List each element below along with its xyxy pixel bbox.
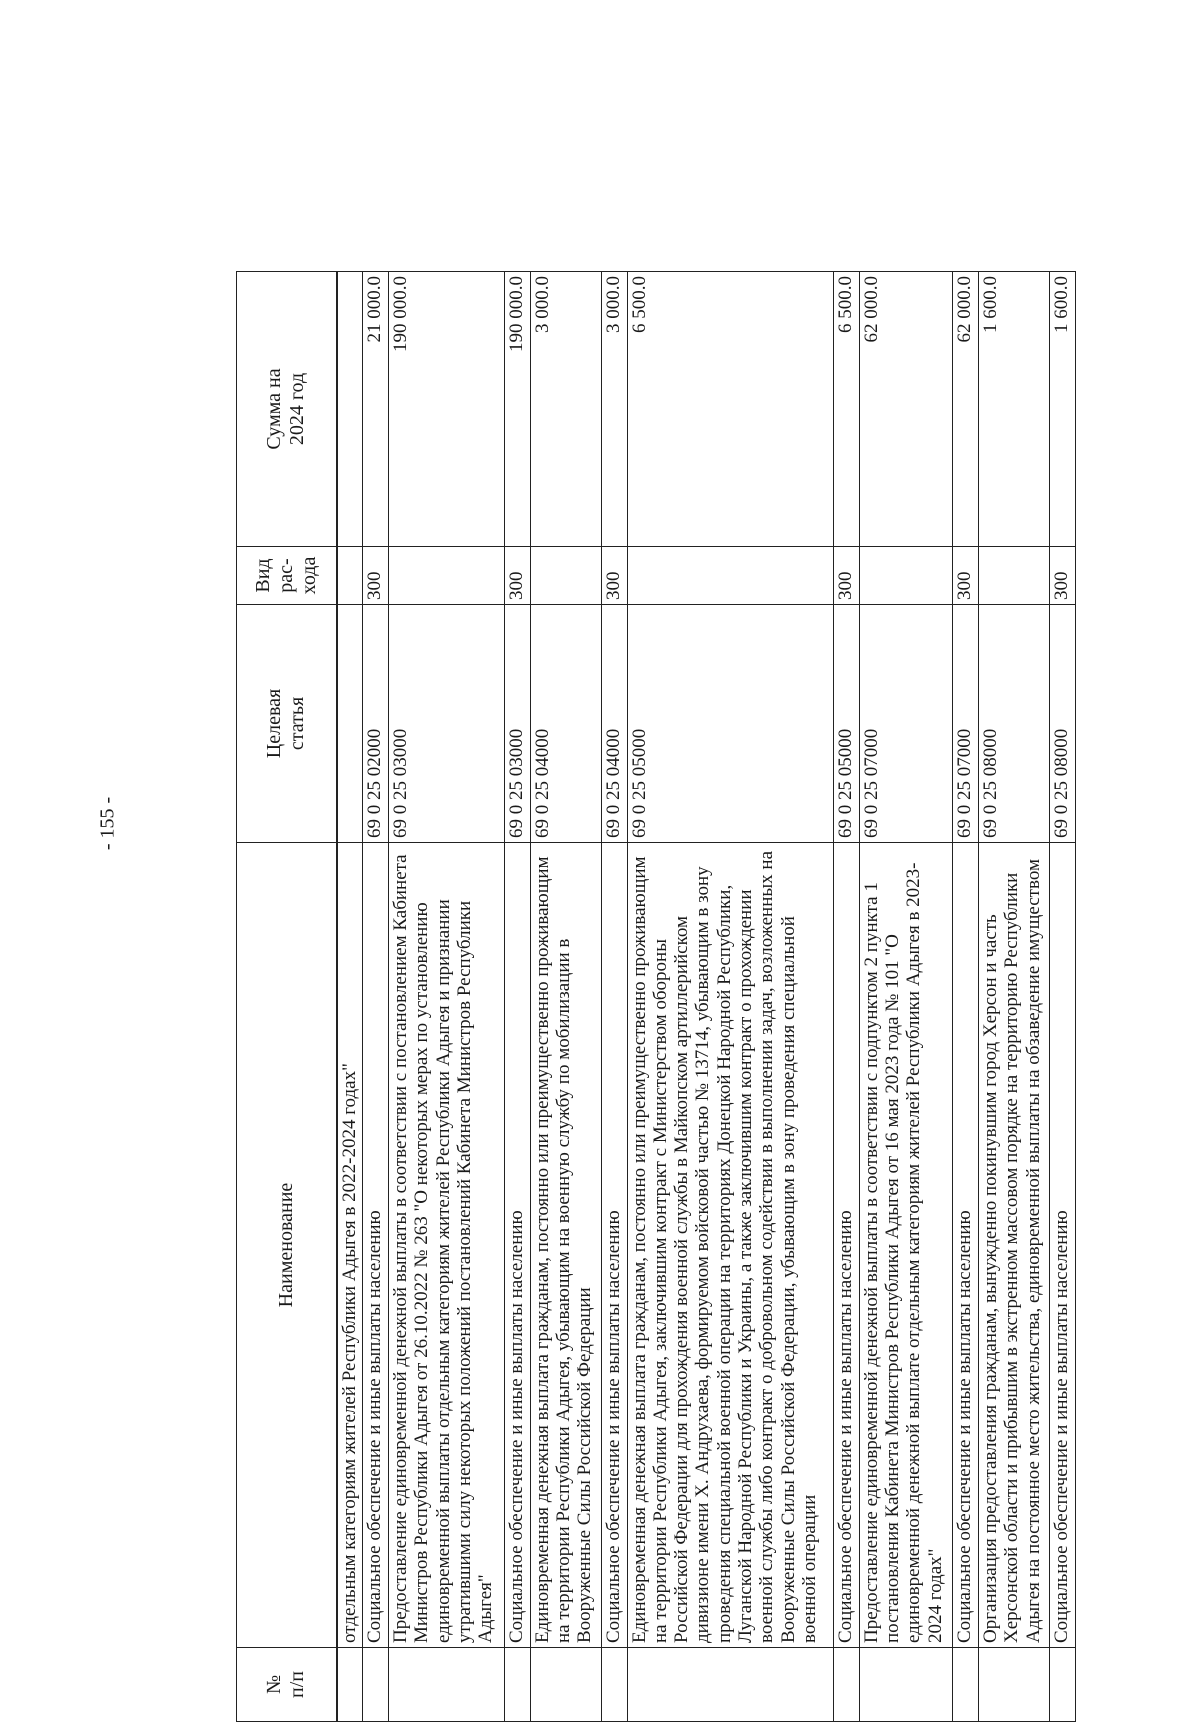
- row-expense-kind-cell: [627, 547, 833, 605]
- table-row: [627, 272, 833, 1722]
- row-name-cell: Единовременная денежная выплата гражданам, постоянно или преимущественно проживающим на территории Республики Адыгея, убывающим на военную службу по мобилизации в Вооруженные Силы Российской Федерации: [530, 843, 601, 1648]
- row-target-code-cell: 69 0 25 03000: [505, 605, 531, 843]
- header-num: [237, 1648, 337, 1722]
- row-target-code-cell: 69 0 25 02000: [363, 605, 389, 843]
- row-sum-cell: 3 000.0: [601, 272, 627, 547]
- row-sum-cell: 190 000.0: [389, 272, 505, 547]
- row-name-cell: отдельным категориям жителей Республики Адыгея в 2022-2024 годах": [337, 843, 363, 1648]
- row-sum-cell: 3 000.0: [530, 272, 601, 547]
- row-number-cell: [859, 1648, 953, 1722]
- row-target-code-cell: 69 0 25 04000: [601, 605, 627, 843]
- header-code-line-2: статья: [286, 696, 309, 751]
- table-row: [834, 272, 860, 1722]
- header-name-text: Наименование: [274, 1182, 297, 1308]
- row-sum-cell: 62 000.0: [953, 272, 979, 547]
- header-code-line-1: Целевая: [263, 688, 286, 759]
- table-row: [389, 272, 505, 1722]
- table-row: [601, 272, 627, 1722]
- row-sum-cell: 6 500.0: [834, 272, 860, 547]
- budget-table: [236, 271, 1076, 1722]
- row-name-cell: Предоставление единовременной денежной выплаты в соответствии с подпунктом 2 пункта 1 постановления Кабинета Министров Республики Адыгея от 16 мая 2023 года № 101 "О единовременной денежной выплате отдельным категориям жителей Республики Адыгея в 2023-2024 годах": [859, 843, 953, 1648]
- table-row: [1050, 272, 1076, 1722]
- row-target-code-cell: 69 0 25 07000: [953, 605, 979, 843]
- row-sum-cell: 190 000.0: [505, 272, 531, 547]
- row-sum-cell: 1 600.0: [1050, 272, 1076, 547]
- row-expense-kind-cell: [979, 547, 1050, 605]
- header-sum-line-2: 2024 год: [286, 372, 309, 446]
- row-expense-kind-cell: 300: [601, 547, 627, 605]
- row-number-cell: [627, 1648, 833, 1722]
- row-number-cell: [979, 1648, 1050, 1722]
- row-expense-kind-cell: [859, 547, 953, 605]
- table-row: [953, 272, 979, 1722]
- row-target-code-cell: 69 0 25 07000: [859, 605, 953, 843]
- row-name-cell: Организация предоставления гражданам, вынужденно покинувшим город Херсон и часть Херсонской области и прибывшим в экстренном массовом порядке на территорию Республики Адыгея на постоянное место жительства, единовременной выплаты на обзаведение имуществом: [979, 843, 1050, 1648]
- row-target-code-cell: [337, 605, 363, 843]
- table-header: [237, 272, 337, 1722]
- row-expense-kind-cell: [530, 547, 601, 605]
- header-num-line-1: №: [263, 1674, 286, 1695]
- row-expense-kind-cell: [337, 547, 363, 605]
- row-sum-cell: 6 500.0: [627, 272, 833, 547]
- header-kind: [237, 547, 337, 605]
- row-expense-kind-cell: 300: [1050, 547, 1076, 605]
- header-row: [237, 272, 337, 1722]
- header-sum: [237, 272, 337, 547]
- row-expense-kind-cell: 300: [953, 547, 979, 605]
- header-kind-line-1: Вид: [251, 558, 274, 593]
- row-target-code-cell: 69 0 25 04000: [530, 605, 601, 843]
- row-number-cell: [363, 1648, 389, 1722]
- table-row: [505, 272, 531, 1722]
- row-name-cell: Социальное обеспечение и иные выплаты населению: [834, 843, 860, 1648]
- row-name-cell: Социальное обеспечение и иные выплаты населению: [601, 843, 627, 1648]
- row-sum-cell: 1 600.0: [979, 272, 1050, 547]
- row-name-cell: Социальное обеспечение и иные выплаты населению: [953, 843, 979, 1648]
- row-target-code-cell: 69 0 25 08000: [979, 605, 1050, 843]
- row-number-cell: [530, 1648, 601, 1722]
- row-number-cell: [834, 1648, 860, 1722]
- table-body: [337, 272, 1076, 1722]
- header-sum-line-1: Сумма на: [263, 368, 286, 450]
- header-kind-line-3: хода: [297, 556, 320, 595]
- row-target-code-cell: 69 0 25 05000: [627, 605, 833, 843]
- row-sum-cell: [337, 272, 363, 547]
- row-target-code-cell: 69 0 25 03000: [389, 605, 505, 843]
- row-name-cell: Предоставление единовременной денежной выплаты в соответствии с постановлением Кабинета Министров Республики Адыгея от 26.10.2022 № 263 "О некоторых мерах по установлению единовременной выплаты отдельным категориям жителей Республики Адыгея и признании утратившими силу некоторых положений постановлений Кабинета Министров Республики Адыгея": [389, 843, 505, 1648]
- table-row: [979, 272, 1050, 1722]
- row-number-cell: [389, 1648, 505, 1722]
- header-kind-line-2: рас-: [274, 558, 297, 593]
- row-expense-kind-cell: 300: [505, 547, 531, 605]
- header-code: [237, 605, 337, 843]
- row-expense-kind-cell: [389, 547, 505, 605]
- row-target-code-cell: 69 0 25 05000: [834, 605, 860, 843]
- row-target-code-cell: 69 0 25 08000: [1050, 605, 1076, 843]
- row-number-cell: [601, 1648, 627, 1722]
- row-sum-cell: 21 000.0: [363, 272, 389, 547]
- header-name: [237, 843, 337, 1648]
- row-number-cell: [953, 1648, 979, 1722]
- row-sum-cell: 62 000.0: [859, 272, 953, 547]
- row-expense-kind-cell: 300: [834, 547, 860, 605]
- row-number-cell: [505, 1648, 531, 1722]
- row-name-cell: Социальное обеспечение и иные выплаты населению: [1050, 843, 1076, 1648]
- table-row: [859, 272, 953, 1722]
- row-name-cell: Социальное обеспечение и иные выплаты населению: [505, 843, 531, 1648]
- table-row: [530, 272, 601, 1722]
- table-row: [337, 272, 363, 1722]
- table-row: [363, 272, 389, 1722]
- page-number: - 155 -: [96, 796, 119, 851]
- row-number-cell: [337, 1648, 363, 1722]
- rotated-table-container: [236, 272, 1076, 1722]
- header-num-line-2: п/п: [286, 1671, 309, 1698]
- row-expense-kind-cell: 300: [363, 547, 389, 605]
- row-name-cell: Социальное обеспечение и иные выплаты населению: [363, 843, 389, 1648]
- row-name-cell: Единовременная денежная выплата гражданам, постоянно или преимущественно проживающим на территории Республики Адыгея, заключившим контракт с Министерством обороны Российской Федерации для прохождения военной службы в Майкопском артиллерийском дивизионе имени Х. Андрухаева, формируемом войсковой частью № 13714, убывающим в зону проведения специальной военной операции на территориях Донецкой Народной Республики, Луганской Народной Республики и Украины, а также заключившим контракт о прохождении военной службы либо контракт о добровольном содействии в выполнении задач, возложенных на Вооруженные Силы Российской Федерации, убывающим в зону проведения специальной военной операции: [627, 843, 833, 1648]
- row-number-cell: [1050, 1648, 1076, 1722]
